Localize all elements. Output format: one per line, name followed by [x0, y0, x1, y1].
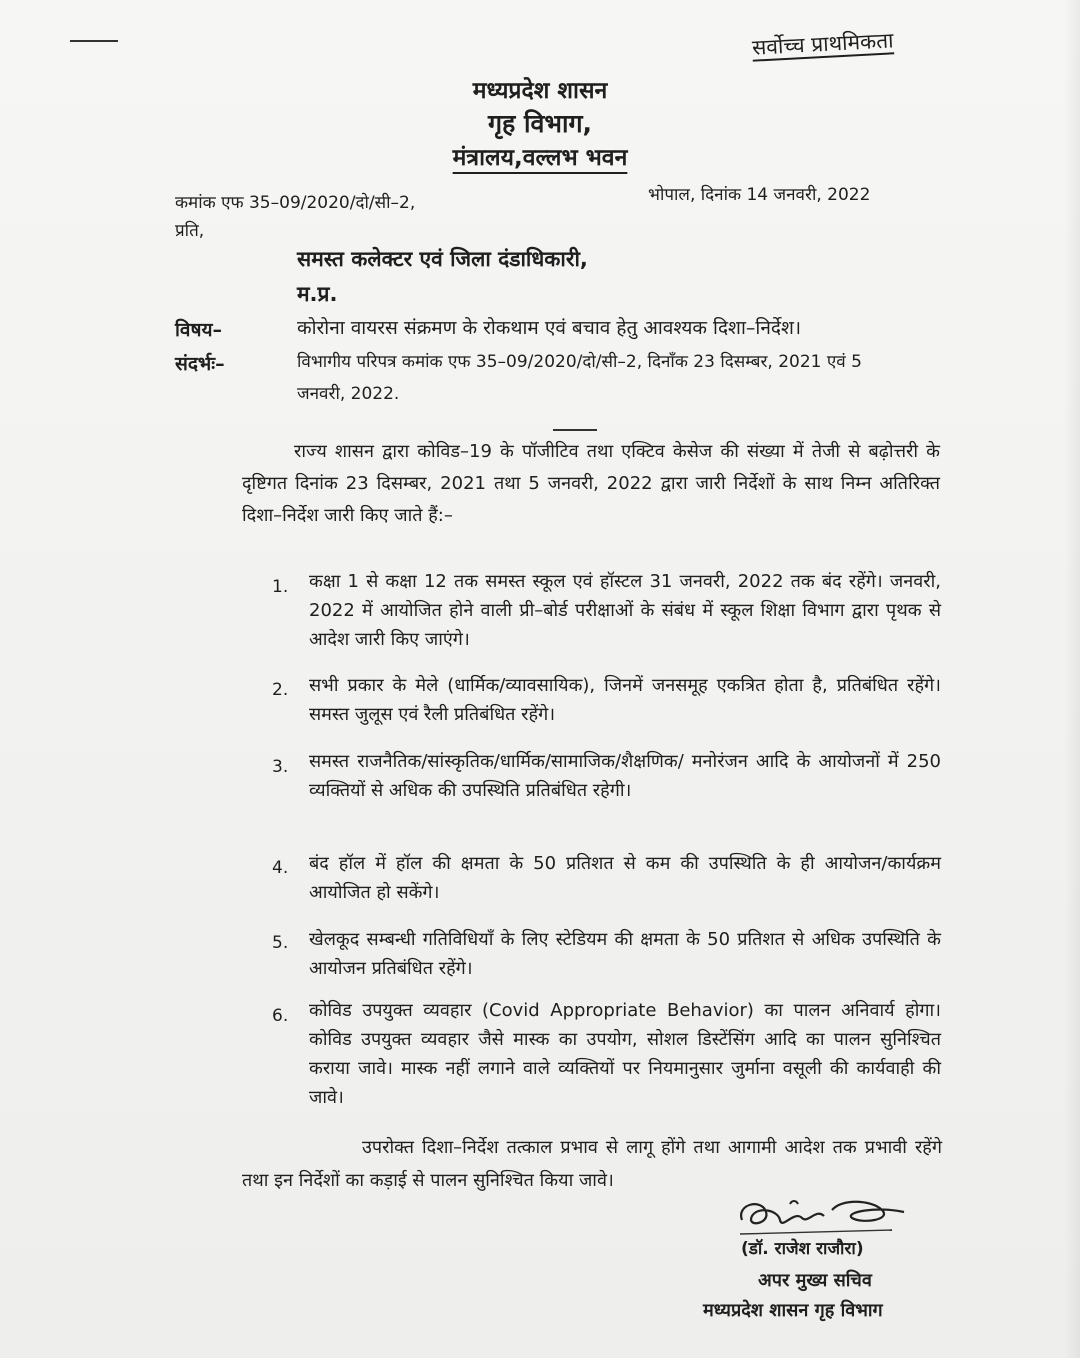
- signatory-title: अपर मुख्य सचिव: [758, 1270, 872, 1291]
- priority-stamp: सर्वोच्च प्राथमिकता: [751, 28, 895, 60]
- item-number: 6.: [272, 1006, 289, 1026]
- place-date: भोपाल, दिनांक 14 जनवरी, 2022: [648, 185, 871, 205]
- intro-paragraph: राज्य शासन द्वारा कोविड–19 के पॉजीटिव तथा एक्टिव केसेज की संख्या में तेजी से बढ़ोत्तरी के दृष्टिगत दिनांक 23 दिसम्बर, 2021 तथा 5 जनवरी, 2022 द्वारा जारी निर्देशों के साथ निम्न अतिरिक्त दिशा–निर्देश जारी किए जाते हैं:–: [242, 441, 940, 526]
- list-item: सभी प्रकार के मेले (धार्मिक/व्यावसायिक), जिनमें जनसमूह एकत्रित होता है, प्रतिबंधित रहेंगे। समस्त जुलूस एवं रैली प्रतिबंधित रहेंगे।: [309, 675, 941, 725]
- item-number: 4.: [272, 858, 289, 878]
- to-label: प्रति,: [175, 221, 205, 241]
- reference-text: विभागीय परिपत्र कमांक एफ 35–09/2020/दो/सी–2, दिनाँक 23 दिसम्बर, 2021 एवं 5 जनवरी, 2022.: [297, 352, 862, 404]
- separator-dash: [553, 429, 597, 431]
- page-edge-shadow: [1064, 0, 1080, 1358]
- subject-label: विषय–: [175, 319, 222, 341]
- item-number: 3.: [272, 757, 289, 777]
- addressee-line2: म.प्र.: [297, 282, 338, 306]
- list-item: खेलकूद सम्बन्धी गतिविधियाँ के लिए स्टेडियम की क्षमता के 50 प्रतिशत से अधिक उपस्थिति के आयोजन प्रतिबंधित रहेंगे।: [309, 929, 941, 979]
- list-item: समस्त राजनैतिक/सांस्कृतिक/धार्मिक/सामाजिक/शैक्षणिक/ मनोरंजन आदि के आयोजनों में 250 व्यक्तियों से अधिक की उपस्थिति प्रतिबंधित रहेगी।: [309, 751, 941, 801]
- addressee-line1: समस्त कलेक्टर एवं जिला दंडाधिकारी,: [297, 247, 588, 271]
- item-number: 2.: [272, 680, 289, 700]
- list-item: कोविड उपयुक्त व्यवहार (Covid Appropriate Behavior) का पालन अनिवार्य होगा। कोविड उपयुक्त व्यवहार जैसे मास्क का उपयोग, सोशल डिस्टेंसिंग आदि का पालन सुनिश्चित कराया जावे। मास्क नहीं लगाने वाले व्यक्तियों पर नियमानुसार जुर्माना वसूली की कार्यवाही की जावे।: [309, 1000, 941, 1108]
- item-number: 1.: [272, 577, 289, 597]
- corner-dash-mark: [70, 40, 118, 42]
- header-address: मंत्रालय,वल्लभ भवन: [452, 145, 628, 171]
- list-item: कक्षा 1 से कक्षा 12 तक समस्त स्कूल एवं हॉस्टल 31 जनवरी, 2022 तक बंद रहेंगे। जनवरी, 2022 में आयोजित होने वाली प्री–बोर्ड परीक्षाओं के संबंध में स्कूल शिक्षा विभाग द्वारा पृथक से आदेश जारी किए जाएंगे।: [309, 571, 941, 650]
- list-item: बंद हॉल में हॉल की क्षमता के 50 प्रतिशत से कम की उपस्थिति के ही आयोजन/कार्यक्रम आयोजित हो सकेंगे।: [309, 853, 941, 903]
- item-number: 5.: [272, 933, 289, 953]
- reference-label: संदर्भः–: [175, 353, 225, 375]
- reference-number: कमांक एफ 35–09/2020/दो/सी–2,: [175, 193, 416, 213]
- signatory-department: मध्यप्रदेश शासन गृह विभाग: [703, 1300, 883, 1321]
- header-government: मध्यप्रदेश शासन: [472, 78, 608, 104]
- header-department: गृह विभाग,: [487, 109, 593, 138]
- subject-text: कोरोना वायरस संक्रमण के रोकथाम एवं बचाव हेतु आवश्यक दिशा–निर्देश।: [297, 317, 802, 339]
- signatory-name: (डॉ. राजेश राजौरा): [741, 1239, 864, 1259]
- signature-scribble: [732, 1190, 922, 1240]
- closing-paragraph: उपरोक्त दिशा–निर्देश तत्काल प्रभाव से लागू होंगे तथा आगामी आदेश तक प्रभावी रहेंगे तथा इन निर्देशों का कड़ाई से पालन सुनिश्चित किया जावे।: [242, 1137, 942, 1191]
